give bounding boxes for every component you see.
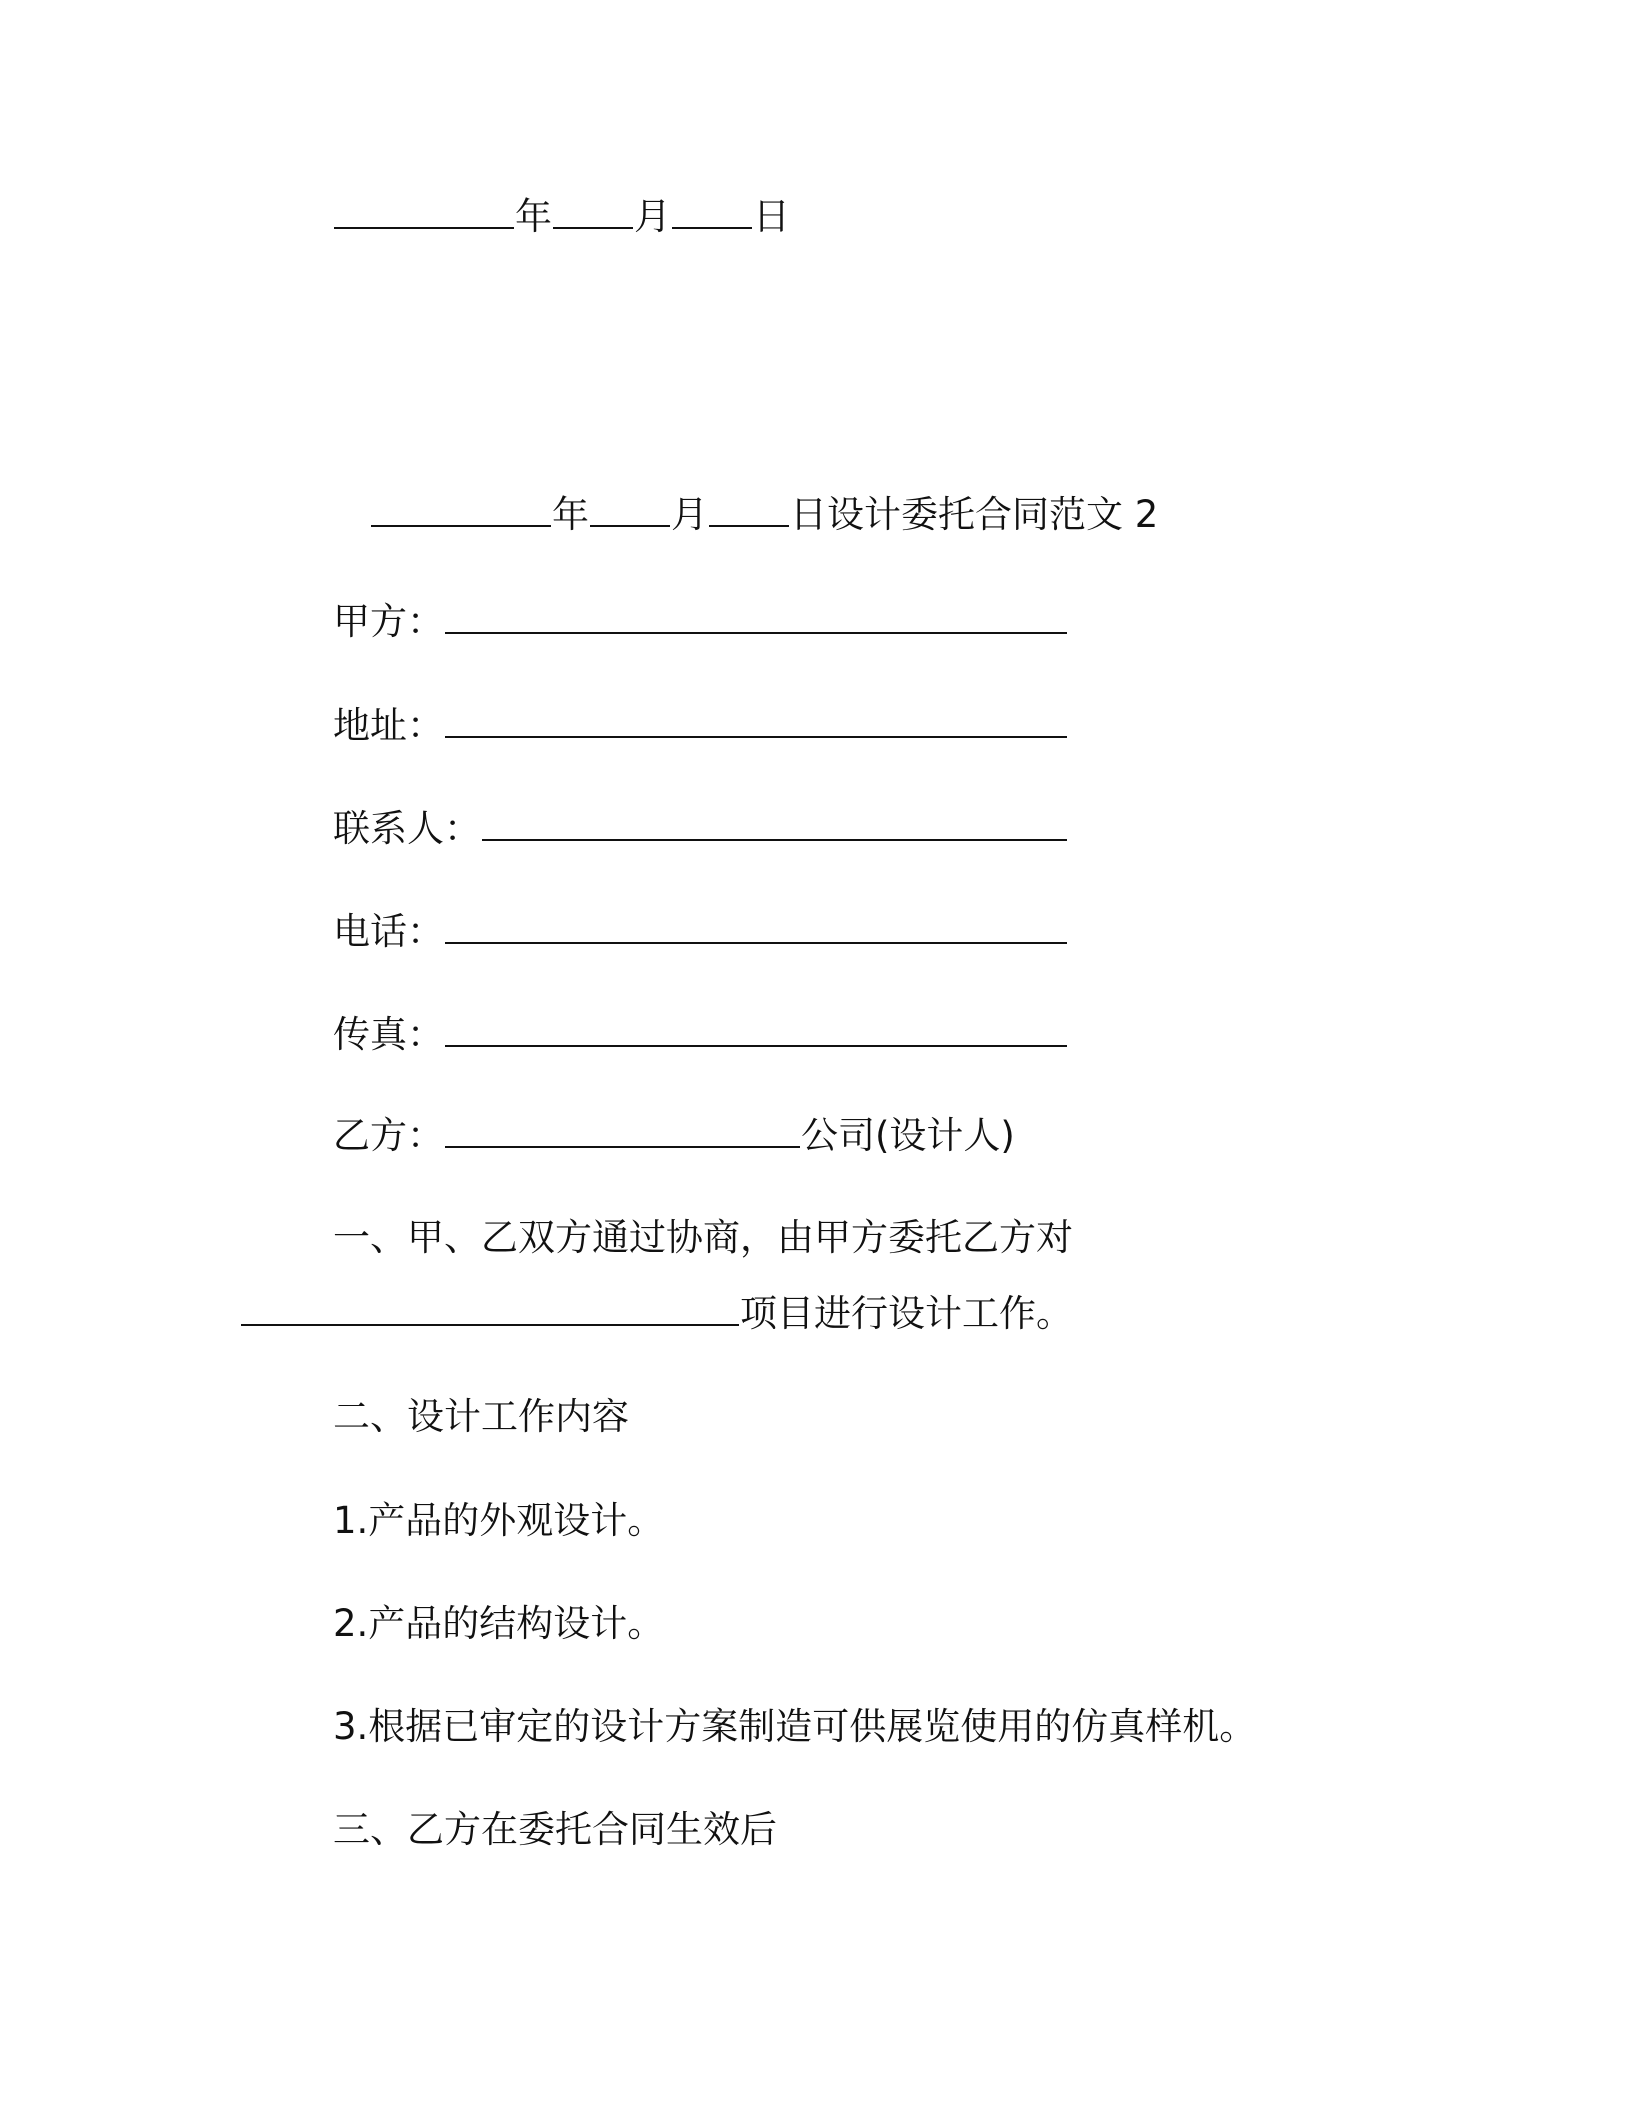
party-a-blank xyxy=(445,602,1067,634)
fax-line xyxy=(333,1011,1068,1059)
title-year-blank xyxy=(371,495,551,527)
clause-1-line-1: 一、甲、乙双方通过协商，由甲方委托乙方对 xyxy=(333,1216,1073,1259)
contact-label: 联系人： xyxy=(333,807,481,850)
clause-2-item-1: 1.产品的外观设计。 xyxy=(333,1499,665,1542)
month-blank xyxy=(553,197,633,229)
address-line xyxy=(333,702,1068,750)
fax-blank xyxy=(445,1015,1067,1047)
party-b-suffix: 公司(设计人) xyxy=(801,1114,1015,1157)
phone-blank xyxy=(445,912,1067,944)
title-month-blank xyxy=(590,495,670,527)
year-label: 年 xyxy=(515,195,552,238)
document-title xyxy=(370,491,1158,539)
address-label: 地址： xyxy=(333,704,444,747)
title-month-label: 月 xyxy=(671,493,708,536)
party-b-blank xyxy=(445,1116,800,1148)
phone-line xyxy=(333,908,1068,956)
title-year-label: 年 xyxy=(552,493,589,536)
clause-2-heading: 二、设计工作内容 xyxy=(333,1395,629,1438)
contact-line xyxy=(333,805,1068,853)
date-line xyxy=(333,193,790,241)
year-blank xyxy=(334,197,514,229)
party-a-line xyxy=(333,598,1068,646)
day-blank xyxy=(672,197,752,229)
day-label: 日 xyxy=(753,195,790,238)
clause-2-item-2: 2.产品的结构设计。 xyxy=(333,1602,665,1645)
phone-label: 电话： xyxy=(333,910,444,953)
clause-3-heading: 三、乙方在委托合同生效后 xyxy=(333,1808,777,1851)
clause-1-suffix: 项目进行设计工作。 xyxy=(740,1292,1073,1335)
clause-1-line-2 xyxy=(240,1290,1073,1338)
fax-label: 传真： xyxy=(333,1013,444,1056)
party-b-label: 乙方： xyxy=(333,1114,444,1157)
title-text: 日设计委托合同范文 2 xyxy=(790,493,1159,536)
month-label: 月 xyxy=(634,195,671,238)
address-blank xyxy=(445,706,1067,738)
contact-blank xyxy=(482,809,1067,841)
clause-2-item-3: 3.根据已审定的设计方案制造可供展览使用的仿真样机。 xyxy=(333,1705,1257,1748)
party-b-line xyxy=(333,1112,1015,1160)
party-a-label: 甲方： xyxy=(333,600,444,643)
project-blank xyxy=(241,1294,739,1326)
title-day-blank xyxy=(709,495,789,527)
